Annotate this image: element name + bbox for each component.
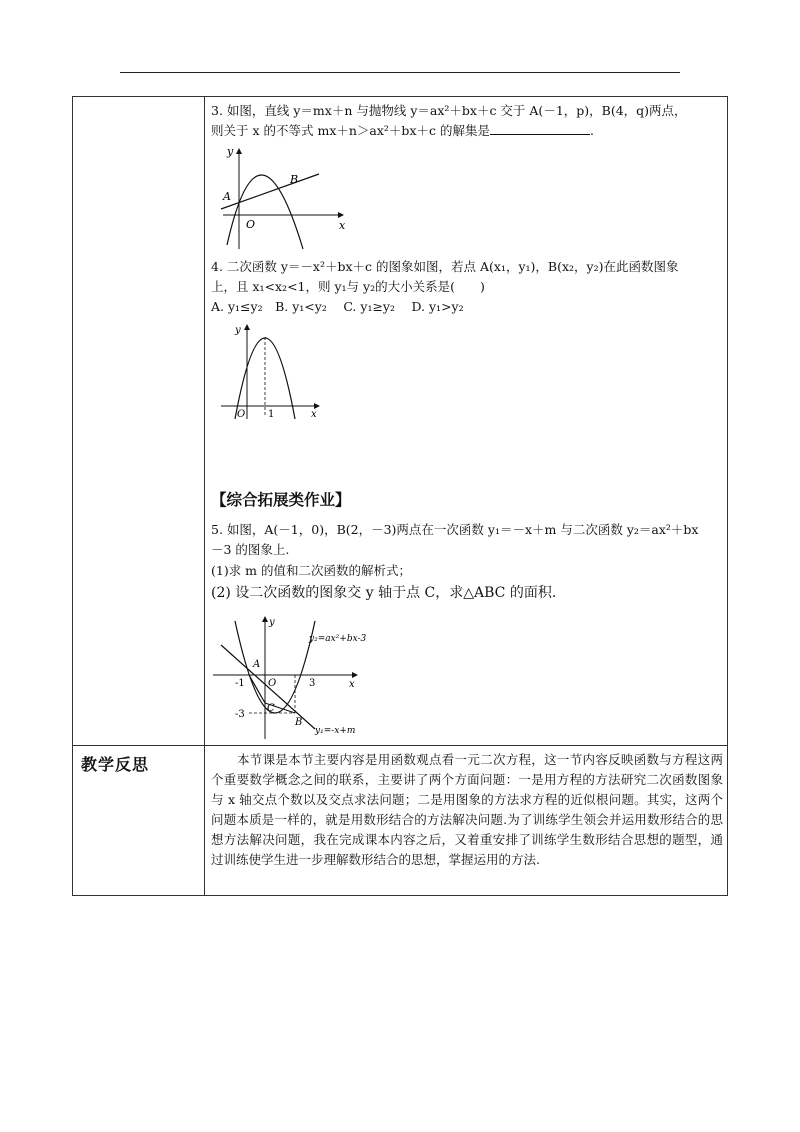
row-divider [73,745,727,746]
tick-label-neg1: -1 [235,678,245,689]
question-5-line-2: －3 的图象上. [211,542,290,557]
question-5-part-1: (1)求 m 的值和二次函数的解析式； [211,563,412,578]
point-a-label: A [253,659,261,670]
origin-label: O [246,218,256,231]
tick-label-neg3: -3 [235,709,245,720]
tick-label-1: 1 [268,409,275,420]
reflection-body: 本节课是本节主要内容是用函数观点看一元二次方程，这一节内容反映函数与方程这两个重要数学概念之间的联系，主要讲了两个方面问题：一是用方程的方法研究二次函数图象与 x 轴交点个数以及交点求法问题；二是用图象的方法求方程的近似根问题。其实，这两个问题本质是一样的，就是用数形结合的方法解决问题.为了训练学生领会并运用数形结合的思想方法解决问题，我在完成课本内容之后，又着重安排了训练学生数形结合思想的题型，通过训练使学生进一步理解数形结合的思想，掌握运用的方法. [211,752,723,867]
point-c-label: C [267,703,275,714]
tick-label-3: 3 [309,678,316,689]
question-4 [211,257,721,297]
x-axis-label: x [349,679,355,690]
question-5-line-1: 5. 如图，A(－1，0)，B(2，－3)两点在一次函数 y₁＝－x＋m 与二次函数 y₂＝ax²＋bx [211,522,699,537]
point-a-label: A [223,190,231,203]
parabola-curve [235,621,315,713]
answer-blank [490,122,590,135]
line-label-y1: y₁=-x+m [315,726,356,736]
question-5-part-2: (2) 设二次函数的图象交 y 轴于点 C，求△ABC 的面积. [211,585,557,601]
question-3-line-1: 3. 如图，直线 y＝mx＋n 与抛物线 y＝ax²＋bx＋c 交于 A(－1，p)，B(4，q)两点， [211,103,687,118]
question-5 [211,520,721,560]
segment-ac [249,675,265,703]
question-3-line-2: 则关于 x 的不等式 mx＋n＞ax²＋bx＋c 的解集是 . [211,123,594,138]
question-3-graph [219,143,349,253]
reflection-title: 教学反思 [81,755,150,774]
origin-label: O [268,678,277,689]
y-axis-label: y [227,145,234,158]
point-b-label: B [295,717,303,728]
section-title: 【综合拓展类作业】 [211,491,351,509]
column-divider [204,97,205,895]
question-5-graph [209,615,379,741]
question-4-choices: A. y₁≤y₂ B. y₁<y₂ C. y₁≥y₂ D. y₁>y₂ [211,299,464,314]
y-axis-label: y [269,617,275,628]
y-axis-label: y [235,325,241,336]
curve-label-y2: y₂=ax²+bx-3 [309,634,367,644]
x-axis-label: x [311,409,317,420]
origin-label: O [237,409,246,420]
lesson-table [72,96,728,896]
x-axis-label: x [339,219,346,232]
parabola-curve [227,175,303,249]
question-4-line-1: 4. 二次函数 y＝－x²＋bx＋c 的图象如图，若点 A(x₁，y₁)，B(x₂，y₂)在此函数图象 [211,259,679,274]
question-4-graph [219,323,329,423]
straight-line [221,174,319,209]
header-rule [120,72,680,73]
point-b-label: B [290,173,299,186]
question-4-line-2: 上，且 x₁<x₂<1，则 y₁与 y₂的大小关系是( ) [211,279,485,294]
question-3 [211,101,721,141]
